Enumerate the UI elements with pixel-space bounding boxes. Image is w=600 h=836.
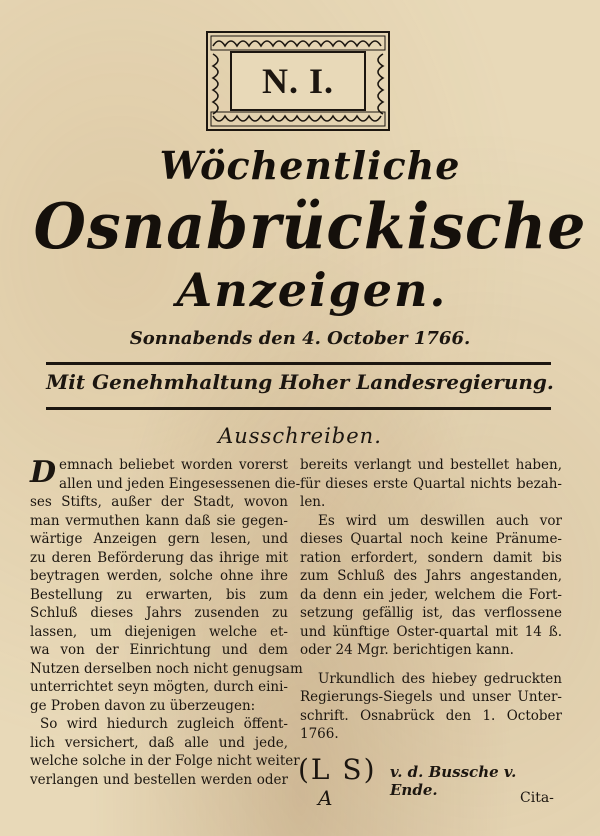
text-line: und künftige Oster-quartal mit 14 ß. <box>300 623 562 640</box>
issue-number: N. I. <box>261 61 334 101</box>
text-line: wa von der Einrichtung und dem <box>30 642 288 658</box>
seal-mark: (L S) <box>298 753 377 786</box>
text-line: wärtige Anzeigen gern lesen, und <box>30 531 288 547</box>
text-line: Es wird um deswillen auch vor <box>318 512 562 529</box>
right-column <box>300 456 562 744</box>
text-line: allen und jeden Eingesessenen die- <box>59 475 301 492</box>
rule-bottom <box>46 407 551 410</box>
text-line: lassen, um diejenigen welche et- <box>30 623 288 640</box>
text-line: man vermuthen kann daß sie gegen- <box>30 512 288 529</box>
text-line: unterrichtet seyn mögten, durch eini- <box>30 679 288 695</box>
text-line: Schluß dieses Jahrs zusenden zu <box>30 605 288 621</box>
text-line: Bestellung zu erwarten, bis zum <box>30 586 288 603</box>
text-line: Regierungs-Siegels und unser Unter- <box>300 689 562 705</box>
masthead-line-1: Wöchentliche <box>159 143 461 188</box>
issue-date: Sonnabends den 4. October 1766. <box>129 328 471 349</box>
text-line: oder 24 Mgr. berichtigen kann. <box>300 642 514 658</box>
text-line: ge Proben davon zu überzeugen: <box>30 697 256 714</box>
catchword: Cita- <box>520 790 554 806</box>
left-column <box>30 455 303 789</box>
text-line: Urkundlich des hiebey gedruckten <box>318 670 562 687</box>
issue-cartouche <box>205 30 391 132</box>
text-line: setzung gefällig ist, das verflossene <box>300 605 562 621</box>
text-line: beytragen werden, solche ohne ihre <box>30 568 288 584</box>
text-line: ration erfordert, sondern damit bis <box>300 549 562 566</box>
section-heading: Ausschreiben. <box>218 424 382 448</box>
text-line: für dieses erste Quartal nichts bezah- <box>300 475 562 492</box>
text-line: dieses Quartal noch keine Pränume- <box>300 531 562 547</box>
signature-mark: A <box>318 786 333 810</box>
text-line: zum Schluß des Jahrs angestanden, <box>300 568 562 584</box>
text-line: 1766. <box>300 726 339 742</box>
text-line: ses Stifts, außer der Stadt, wovon <box>30 494 288 510</box>
rule-top <box>46 362 551 365</box>
signatory: v. d. Bussche v. Ende. <box>390 763 517 799</box>
text-line: verlangen und bestellen werden oder <box>30 771 288 788</box>
text-line: da denn ein jeder, welchem die Fort- <box>300 586 562 603</box>
text-line: bereits verlangt und bestellet haben, <box>300 457 562 473</box>
drop-cap: D <box>30 455 57 490</box>
text-line: So wird hiedurch zugleich öffent- <box>40 716 288 732</box>
text-line: Nutzen derselben noch nicht genugsam <box>30 660 303 677</box>
text-line: len. <box>300 494 326 510</box>
permit-line: Mit Genehmhaltung Hoher Landesregierung. <box>46 370 554 394</box>
text-line: zu deren Beförderung das ihrige mit <box>30 549 288 566</box>
masthead-line-2: Osnabrückische <box>33 190 587 264</box>
text-line: lich versichert, daß alle und jede, <box>30 734 288 751</box>
text-line: schrift. Osnabrück den 1. October <box>300 707 562 724</box>
text-line: welche solche in der Folge nicht weiter <box>30 753 300 769</box>
masthead-line-3: Anzeigen. <box>176 263 448 317</box>
text-line: emnach beliebet worden vorerst <box>59 457 288 473</box>
